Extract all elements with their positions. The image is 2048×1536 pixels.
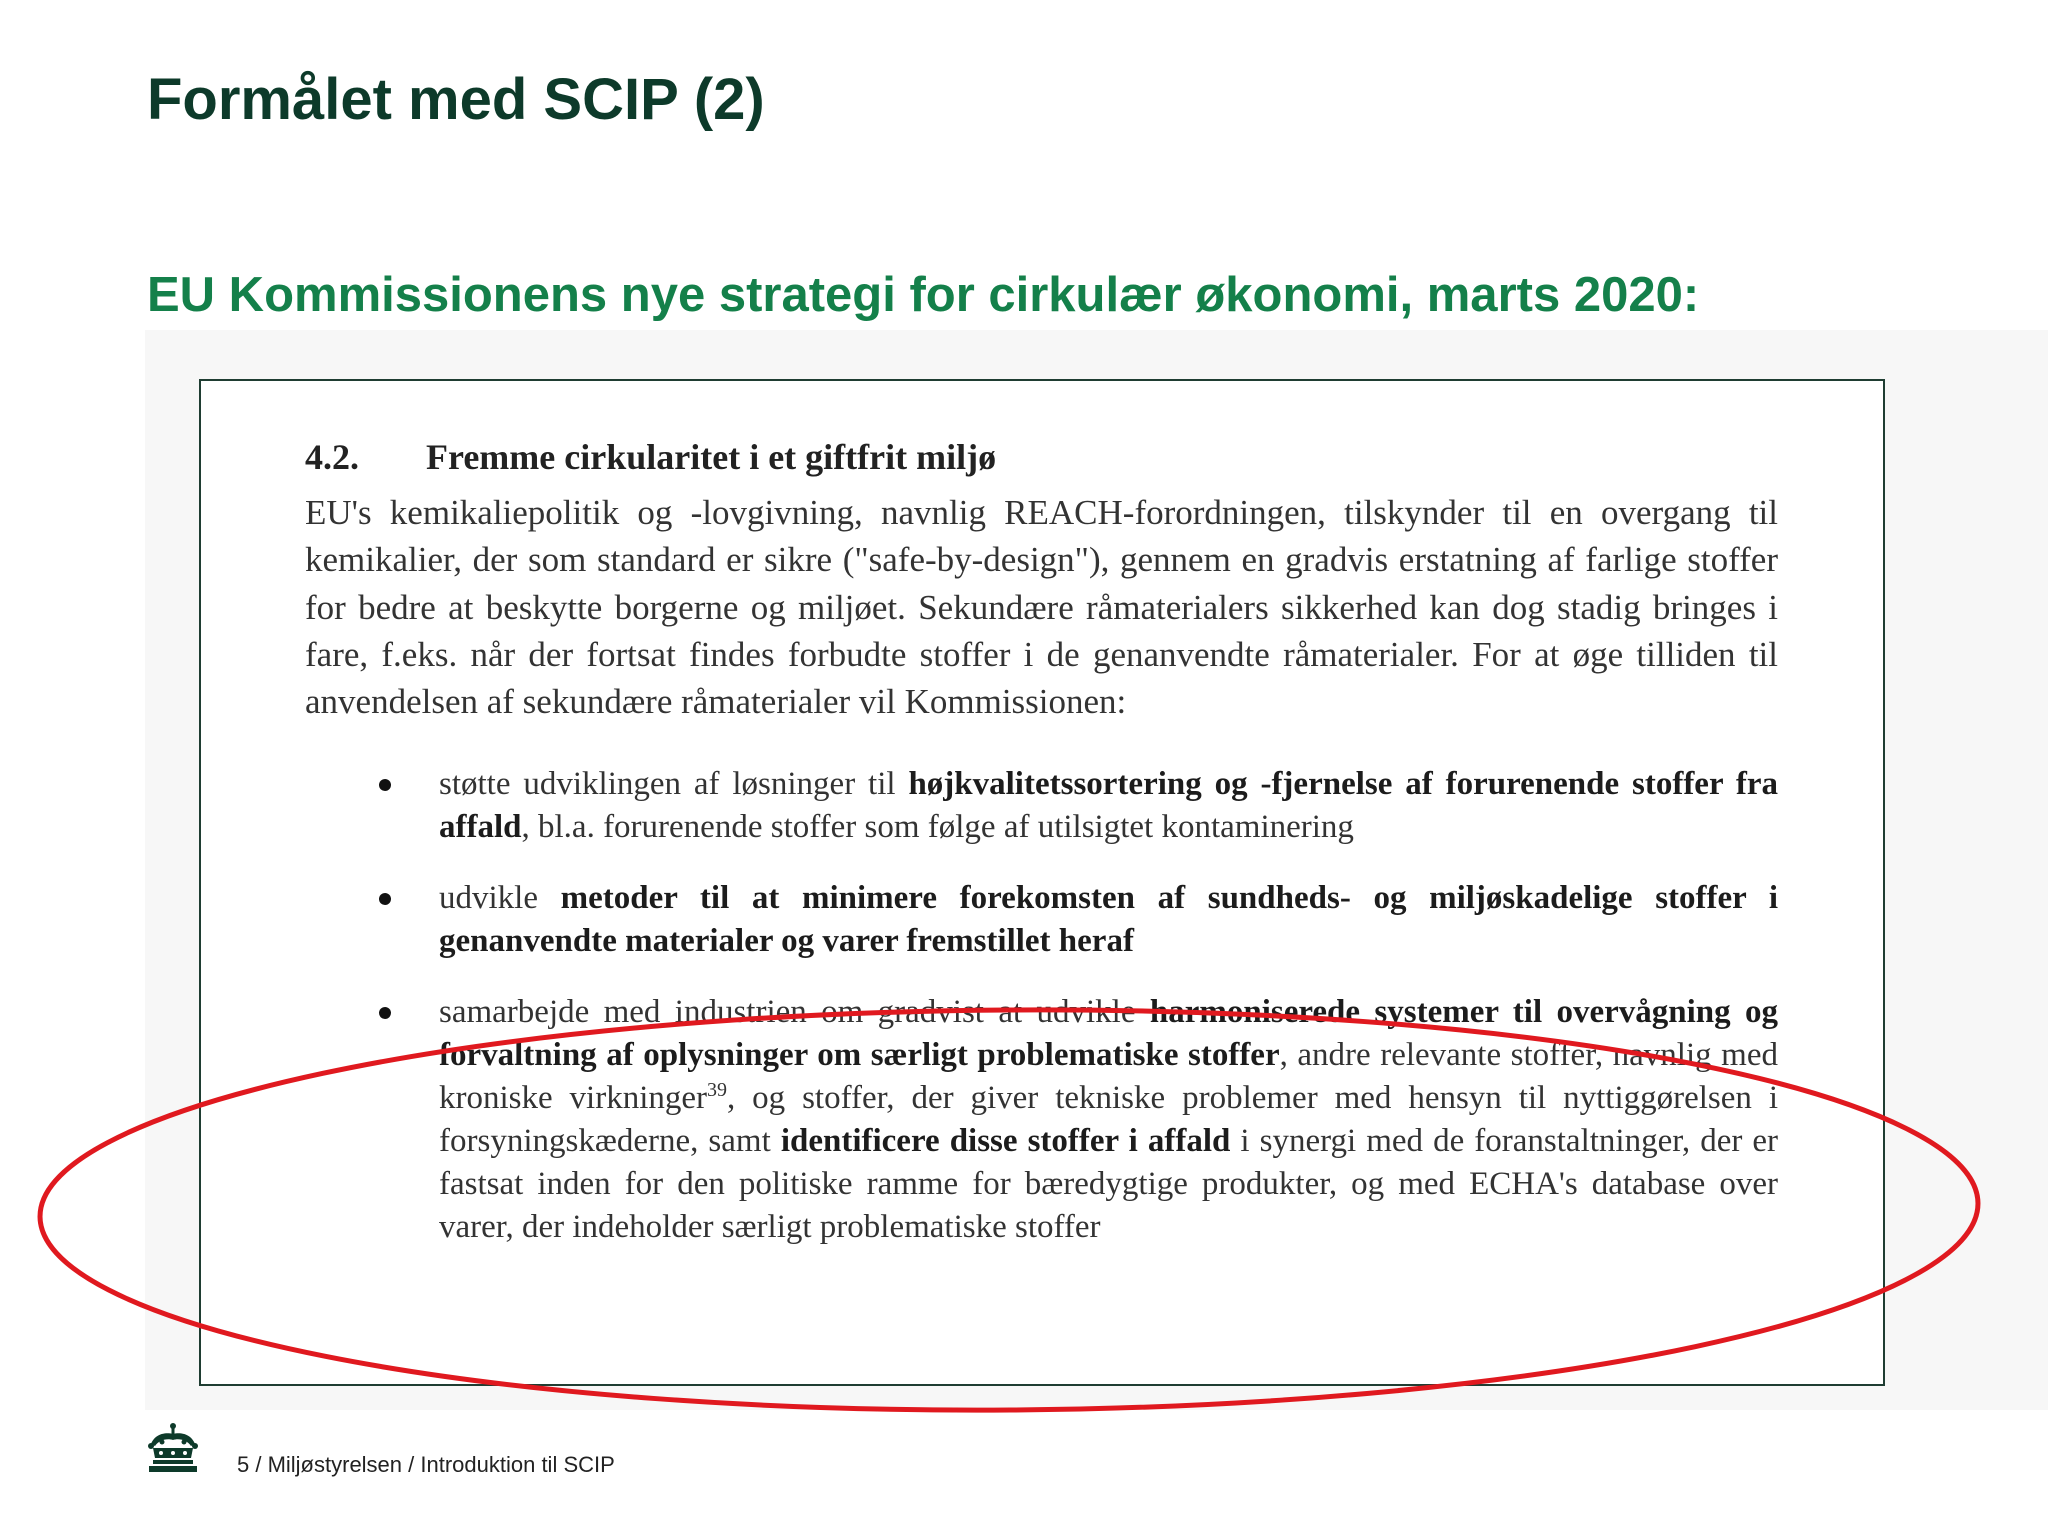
- bullet-icon: [379, 779, 391, 791]
- slide-subtitle: EU Kommissionens nye strategi for cirkulær økonomi, marts 2020:: [147, 268, 1700, 322]
- document-excerpt-frame: [199, 379, 1885, 1386]
- bullet-text: udvikle: [439, 880, 561, 917]
- bullet-text: samarbejde med industrien om gradvist at udvikle: [439, 994, 1150, 1031]
- bullet-text: , andre relevante stoffer, navnlig med kroniske virkninger: [439, 1037, 1778, 1117]
- list-item: [305, 877, 1778, 963]
- slide-title: Formålet med SCIP (2): [147, 67, 765, 132]
- footer-text: 5 / Miljøstyrelsen / Introduktion til SCIP: [237, 1452, 615, 1477]
- document-excerpt-content: [305, 433, 1778, 1277]
- bullet-text: i synergi med de foranstaltninger, der er fastsat inden for den politiske ramme for bæredygtige produkter, og med ECHA's database over varer, der indeholder særligt problematiske stoffer: [439, 1123, 1779, 1246]
- section-title: Fremme cirkularitet i et giftfrit miljø: [426, 437, 997, 477]
- bullet-bold-text: metoder til at minimere forekomsten af sundheds- og miljøskadelige stoffer i genanvendte materialer og varer fremstillet heraf: [439, 880, 1779, 960]
- bullet-text: , og stoffer, der giver tekniske problemer med hensyn til nyttiggørelsen i forsyningskæderne, samt: [439, 1080, 1778, 1160]
- bullet-icon: [379, 1007, 391, 1019]
- bullet-bold-text: identificere disse stoffer i affald: [780, 1123, 1231, 1160]
- royal-crown-icon: [145, 1422, 201, 1474]
- section-number: 4.2.: [305, 437, 359, 477]
- list-item: [305, 763, 1778, 849]
- bullet-text: , bl.a. forurenende stoffer som følge af utilsigtet kontaminering: [521, 809, 1354, 846]
- intro-paragraph: EU's kemikaliepolitik og -lovgivning, navnlig REACH-forordningen, tilskynder til en overgang til kemikalier, der som standard er sikre ("safe-by-design"), gennem en gradvis erstatning af farlige stoffer for bedre at beskytte borgerne og miljøet. Sekundære råmaterialers sikkerhed kan dog stadig bringes i fare, f.eks. når der fortsat findes forbudte stoffer i de genanvendte råmaterialer. For at øge tilliden til anvendelsen af sekundære råmaterialer vil Kommissionen:: [305, 493, 1778, 722]
- bullet-icon: [379, 893, 391, 905]
- bullet-bold-text: højkvalitetssortering og -fjernelse af forurenende stoffer fra affald: [439, 766, 1779, 846]
- measures-list: [305, 763, 1778, 1249]
- section-heading: [305, 433, 1778, 481]
- list-item: [305, 991, 1778, 1249]
- bullet-bold-text: harmoniserede systemer til overvågning og forvaltning af oplysninger om særligt problematiske stoffer: [439, 994, 1778, 1074]
- footnote-reference: 39: [707, 1079, 728, 1102]
- bullet-text: støtte udviklingen af løsninger til: [439, 766, 909, 803]
